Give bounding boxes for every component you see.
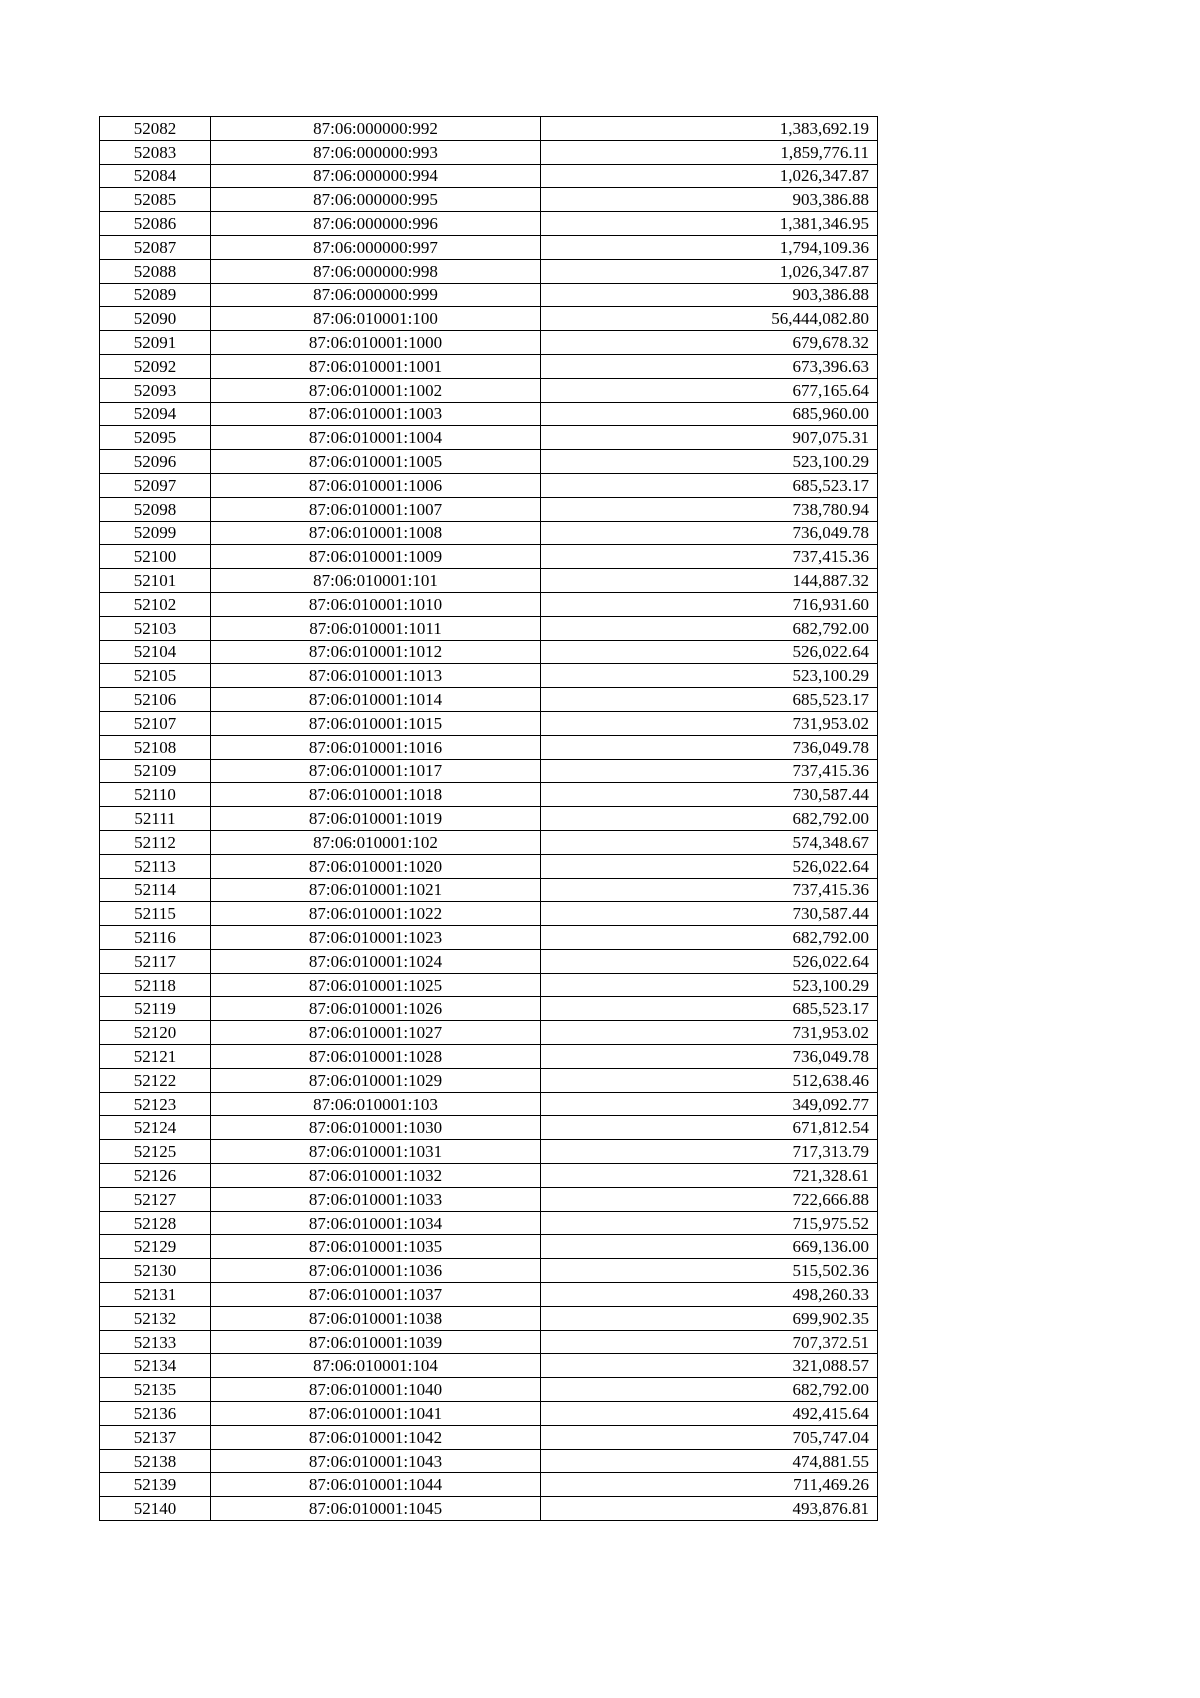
table-row: [100, 592, 878, 616]
table-row: [100, 521, 878, 545]
table-row: [100, 711, 878, 735]
table-row: [100, 902, 878, 926]
value-cell: 1,026,347.87: [541, 259, 878, 283]
value-cell: 721,328.61: [541, 1164, 878, 1188]
table-row: [100, 307, 878, 331]
row-number-cell: 52100: [100, 545, 211, 569]
cadastral-number-cell: 87:06:010001:1020: [211, 854, 541, 878]
value-cell: 1,381,346.95: [541, 212, 878, 236]
table-row: [100, 997, 878, 1021]
table-row: [100, 949, 878, 973]
table-row: [100, 283, 878, 307]
value-cell: 736,049.78: [541, 1045, 878, 1069]
value-cell: 717,313.79: [541, 1140, 878, 1164]
table-row: [100, 188, 878, 212]
value-cell: 512,638.46: [541, 1068, 878, 1092]
table-row: [100, 164, 878, 188]
value-cell: 903,386.88: [541, 283, 878, 307]
value-cell: 711,469.26: [541, 1473, 878, 1497]
row-number-cell: 52101: [100, 569, 211, 593]
value-cell: 1,794,109.36: [541, 235, 878, 259]
table-row: [100, 854, 878, 878]
cadastral-number-cell: 87:06:000000:996: [211, 212, 541, 236]
table-row: [100, 497, 878, 521]
cadastral-number-cell: 87:06:000000:994: [211, 164, 541, 188]
value-cell: 523,100.29: [541, 973, 878, 997]
table-row: [100, 735, 878, 759]
row-number-cell: 52092: [100, 354, 211, 378]
cadastral-number-cell: 87:06:010001:1007: [211, 497, 541, 521]
row-number-cell: 52105: [100, 664, 211, 688]
cadastral-number-cell: 87:06:010001:1013: [211, 664, 541, 688]
table-row: [100, 450, 878, 474]
row-number-cell: 52089: [100, 283, 211, 307]
cadastral-number-cell: 87:06:010001:1002: [211, 378, 541, 402]
cadastral-number-cell: 87:06:010001:103: [211, 1092, 541, 1116]
table-row: [100, 1306, 878, 1330]
value-cell: 707,372.51: [541, 1330, 878, 1354]
value-cell: 907,075.31: [541, 426, 878, 450]
table-row: [100, 1211, 878, 1235]
value-cell: 671,812.54: [541, 1116, 878, 1140]
cadastral-number-cell: 87:06:010001:1036: [211, 1259, 541, 1283]
value-cell: 493,876.81: [541, 1497, 878, 1521]
table-row: [100, 569, 878, 593]
table-row: [100, 830, 878, 854]
table-row: [100, 1330, 878, 1354]
row-number-cell: 52104: [100, 640, 211, 664]
cadastral-number-cell: 87:06:010001:1006: [211, 473, 541, 497]
value-cell: 736,049.78: [541, 521, 878, 545]
cadastral-number-cell: 87:06:010001:1023: [211, 926, 541, 950]
value-cell: 736,049.78: [541, 735, 878, 759]
table-row: [100, 140, 878, 164]
cadastral-number-cell: 87:06:010001:1040: [211, 1378, 541, 1402]
value-cell: 498,260.33: [541, 1283, 878, 1307]
table-row: [100, 1164, 878, 1188]
cadastral-number-cell: 87:06:010001:104: [211, 1354, 541, 1378]
value-cell: 1,026,347.87: [541, 164, 878, 188]
cadastral-number-cell: 87:06:010001:1014: [211, 688, 541, 712]
cadastral-number-cell: 87:06:010001:1028: [211, 1045, 541, 1069]
row-number-cell: 52110: [100, 783, 211, 807]
cadastral-number-cell: 87:06:010001:1038: [211, 1306, 541, 1330]
row-number-cell: 52095: [100, 426, 211, 450]
row-number-cell: 52118: [100, 973, 211, 997]
cadastral-number-cell: 87:06:000000:999: [211, 283, 541, 307]
value-cell: 731,953.02: [541, 711, 878, 735]
table-row: [100, 1259, 878, 1283]
row-number-cell: 52140: [100, 1497, 211, 1521]
value-cell: 722,666.88: [541, 1187, 878, 1211]
row-number-cell: 52131: [100, 1283, 211, 1307]
value-cell: 515,502.36: [541, 1259, 878, 1283]
table-row: [100, 1425, 878, 1449]
cadastral-number-cell: 87:06:010001:1034: [211, 1211, 541, 1235]
cadastral-number-cell: 87:06:010001:1016: [211, 735, 541, 759]
cadastral-number-cell: 87:06:000000:997: [211, 235, 541, 259]
table-row: [100, 426, 878, 450]
cadastral-number-cell: 87:06:010001:1019: [211, 807, 541, 831]
table-row: [100, 1497, 878, 1521]
value-cell: 526,022.64: [541, 854, 878, 878]
table-row: [100, 878, 878, 902]
cadastral-number-cell: 87:06:000000:998: [211, 259, 541, 283]
table-row: [100, 1187, 878, 1211]
value-cell: 682,792.00: [541, 807, 878, 831]
value-cell: 737,415.36: [541, 759, 878, 783]
table-row: [100, 1045, 878, 1069]
row-number-cell: 52137: [100, 1425, 211, 1449]
row-number-cell: 52113: [100, 854, 211, 878]
table-row: [100, 807, 878, 831]
cadastral-number-cell: 87:06:010001:1001: [211, 354, 541, 378]
row-number-cell: 52093: [100, 378, 211, 402]
row-number-cell: 52107: [100, 711, 211, 735]
value-cell: 730,587.44: [541, 902, 878, 926]
value-cell: 682,792.00: [541, 926, 878, 950]
table-row: [100, 1068, 878, 1092]
value-cell: 574,348.67: [541, 830, 878, 854]
cadastral-number-cell: 87:06:010001:1018: [211, 783, 541, 807]
row-number-cell: 52112: [100, 830, 211, 854]
table-row: [100, 640, 878, 664]
value-cell: 523,100.29: [541, 664, 878, 688]
table-row: [100, 1283, 878, 1307]
value-cell: 705,747.04: [541, 1425, 878, 1449]
row-number-cell: 52138: [100, 1449, 211, 1473]
cadastral-number-cell: 87:06:010001:1041: [211, 1402, 541, 1426]
table-row: [100, 1140, 878, 1164]
table-row: [100, 1378, 878, 1402]
row-number-cell: 52114: [100, 878, 211, 902]
value-cell: 903,386.88: [541, 188, 878, 212]
row-number-cell: 52132: [100, 1306, 211, 1330]
value-cell: 682,792.00: [541, 616, 878, 640]
cadastral-number-cell: 87:06:010001:1021: [211, 878, 541, 902]
cadastral-number-cell: 87:06:010001:1008: [211, 521, 541, 545]
cadastral-number-cell: 87:06:010001:1010: [211, 592, 541, 616]
row-number-cell: 52116: [100, 926, 211, 950]
row-number-cell: 52135: [100, 1378, 211, 1402]
cadastral-number-cell: 87:06:000000:993: [211, 140, 541, 164]
row-number-cell: 52088: [100, 259, 211, 283]
table-row: [100, 1449, 878, 1473]
cadastral-number-cell: 87:06:010001:1030: [211, 1116, 541, 1140]
table-row: [100, 926, 878, 950]
cadastral-number-cell: 87:06:010001:1029: [211, 1068, 541, 1092]
cadastral-number-cell: 87:06:000000:992: [211, 117, 541, 141]
row-number-cell: 52090: [100, 307, 211, 331]
value-cell: 679,678.32: [541, 331, 878, 355]
value-cell: 526,022.64: [541, 949, 878, 973]
row-number-cell: 52087: [100, 235, 211, 259]
value-cell: 1,859,776.11: [541, 140, 878, 164]
cadastral-number-cell: 87:06:010001:1042: [211, 1425, 541, 1449]
table-row: [100, 1473, 878, 1497]
cadastral-number-cell: 87:06:010001:1031: [211, 1140, 541, 1164]
row-number-cell: 52084: [100, 164, 211, 188]
cadastral-number-cell: 87:06:010001:1032: [211, 1164, 541, 1188]
row-number-cell: 52136: [100, 1402, 211, 1426]
cadastral-number-cell: 87:06:010001:1044: [211, 1473, 541, 1497]
table-row: [100, 117, 878, 141]
cadastral-number-cell: 87:06:010001:1003: [211, 402, 541, 426]
cadastral-number-cell: 87:06:010001:100: [211, 307, 541, 331]
row-number-cell: 52139: [100, 1473, 211, 1497]
row-number-cell: 52097: [100, 473, 211, 497]
cadastral-number-cell: 87:06:010001:1009: [211, 545, 541, 569]
value-cell: 685,523.17: [541, 473, 878, 497]
table-row: [100, 378, 878, 402]
row-number-cell: 52115: [100, 902, 211, 926]
cadastral-number-cell: 87:06:010001:1000: [211, 331, 541, 355]
row-number-cell: 52129: [100, 1235, 211, 1259]
value-cell: 685,960.00: [541, 402, 878, 426]
row-number-cell: 52085: [100, 188, 211, 212]
table-row: [100, 259, 878, 283]
row-number-cell: 52121: [100, 1045, 211, 1069]
cadastral-number-cell: 87:06:000000:995: [211, 188, 541, 212]
row-number-cell: 52083: [100, 140, 211, 164]
table-row: [100, 759, 878, 783]
value-cell: 685,523.17: [541, 688, 878, 712]
data-table: [99, 116, 878, 1521]
table-row: [100, 1354, 878, 1378]
row-number-cell: 52109: [100, 759, 211, 783]
cadastral-number-cell: 87:06:010001:1022: [211, 902, 541, 926]
row-number-cell: 52128: [100, 1211, 211, 1235]
cadastral-number-cell: 87:06:010001:101: [211, 569, 541, 593]
value-cell: 526,022.64: [541, 640, 878, 664]
row-number-cell: 52086: [100, 212, 211, 236]
row-number-cell: 52099: [100, 521, 211, 545]
row-number-cell: 52119: [100, 997, 211, 1021]
row-number-cell: 52103: [100, 616, 211, 640]
table-body: [100, 117, 878, 1521]
value-cell: 321,088.57: [541, 1354, 878, 1378]
value-cell: 699,902.35: [541, 1306, 878, 1330]
cadastral-number-cell: 87:06:010001:1012: [211, 640, 541, 664]
row-number-cell: 52126: [100, 1164, 211, 1188]
cadastral-number-cell: 87:06:010001:1026: [211, 997, 541, 1021]
row-number-cell: 52106: [100, 688, 211, 712]
cadastral-number-cell: 87:06:010001:1027: [211, 1021, 541, 1045]
table-row: [100, 1402, 878, 1426]
value-cell: 685,523.17: [541, 997, 878, 1021]
cadastral-number-cell: 87:06:010001:1037: [211, 1283, 541, 1307]
value-cell: 737,415.36: [541, 545, 878, 569]
cadastral-number-cell: 87:06:010001:1011: [211, 616, 541, 640]
cadastral-number-cell: 87:06:010001:1004: [211, 426, 541, 450]
value-cell: 492,415.64: [541, 1402, 878, 1426]
cadastral-number-cell: 87:06:010001:1025: [211, 973, 541, 997]
cadastral-number-cell: 87:06:010001:1024: [211, 949, 541, 973]
cadastral-number-cell: 87:06:010001:1045: [211, 1497, 541, 1521]
row-number-cell: 52117: [100, 949, 211, 973]
row-number-cell: 52111: [100, 807, 211, 831]
value-cell: 144,887.32: [541, 569, 878, 593]
cadastral-number-cell: 87:06:010001:1039: [211, 1330, 541, 1354]
value-cell: 474,881.55: [541, 1449, 878, 1473]
cadastral-number-cell: 87:06:010001:1015: [211, 711, 541, 735]
cadastral-number-cell: 87:06:010001:1017: [211, 759, 541, 783]
table-row: [100, 616, 878, 640]
table-row: [100, 354, 878, 378]
cadastral-number-cell: 87:06:010001:1043: [211, 1449, 541, 1473]
table-row: [100, 402, 878, 426]
value-cell: 1,383,692.19: [541, 117, 878, 141]
row-number-cell: 52102: [100, 592, 211, 616]
table-row: [100, 1092, 878, 1116]
row-number-cell: 52094: [100, 402, 211, 426]
table-row: [100, 545, 878, 569]
value-cell: 731,953.02: [541, 1021, 878, 1045]
value-cell: 682,792.00: [541, 1378, 878, 1402]
row-number-cell: 52120: [100, 1021, 211, 1045]
cadastral-number-cell: 87:06:010001:1005: [211, 450, 541, 474]
value-cell: 738,780.94: [541, 497, 878, 521]
table-row: [100, 473, 878, 497]
table-row: [100, 212, 878, 236]
row-number-cell: 52133: [100, 1330, 211, 1354]
value-cell: 737,415.36: [541, 878, 878, 902]
row-number-cell: 52134: [100, 1354, 211, 1378]
value-cell: 677,165.64: [541, 378, 878, 402]
value-cell: 716,931.60: [541, 592, 878, 616]
table-row: [100, 973, 878, 997]
value-cell: 715,975.52: [541, 1211, 878, 1235]
table-row: [100, 1235, 878, 1259]
row-number-cell: 52096: [100, 450, 211, 474]
row-number-cell: 52124: [100, 1116, 211, 1140]
table-row: [100, 664, 878, 688]
value-cell: 669,136.00: [541, 1235, 878, 1259]
row-number-cell: 52123: [100, 1092, 211, 1116]
table-row: [100, 783, 878, 807]
cadastral-number-cell: 87:06:010001:102: [211, 830, 541, 854]
row-number-cell: 52108: [100, 735, 211, 759]
table-row: [100, 1116, 878, 1140]
value-cell: 730,587.44: [541, 783, 878, 807]
table-row: [100, 331, 878, 355]
value-cell: 56,444,082.80: [541, 307, 878, 331]
table-row: [100, 688, 878, 712]
value-cell: 349,092.77: [541, 1092, 878, 1116]
row-number-cell: 52098: [100, 497, 211, 521]
row-number-cell: 52082: [100, 117, 211, 141]
row-number-cell: 52130: [100, 1259, 211, 1283]
cadastral-number-cell: 87:06:010001:1033: [211, 1187, 541, 1211]
row-number-cell: 52122: [100, 1068, 211, 1092]
cadastral-number-cell: 87:06:010001:1035: [211, 1235, 541, 1259]
row-number-cell: 52091: [100, 331, 211, 355]
value-cell: 673,396.63: [541, 354, 878, 378]
row-number-cell: 52127: [100, 1187, 211, 1211]
table-row: [100, 235, 878, 259]
table-row: [100, 1021, 878, 1045]
value-cell: 523,100.29: [541, 450, 878, 474]
row-number-cell: 52125: [100, 1140, 211, 1164]
